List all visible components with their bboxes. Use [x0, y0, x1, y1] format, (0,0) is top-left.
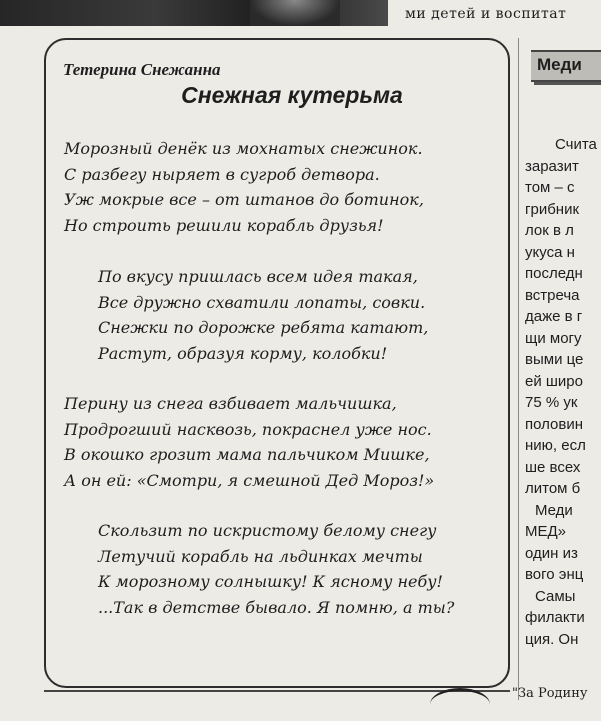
side-article-line: ше всех — [525, 458, 581, 476]
poem-line: С разбегу ныряет в сугроб детвора. — [64, 164, 380, 184]
poem-line: Летучий корабль на льдинках мечты — [98, 546, 423, 566]
side-article-line: ей широ — [525, 372, 583, 390]
side-article-line: встреча — [525, 286, 580, 304]
stanza-4 — [98, 518, 454, 620]
column-divider — [518, 38, 519, 700]
side-article-line: 75 % ук — [525, 394, 578, 411]
poem-line: Скользит по искристому белому снегу — [98, 521, 437, 540]
poem-title: Снежная кутерьма — [181, 82, 403, 108]
side-article-line: один из — [525, 544, 578, 562]
poem-line: Снежки по дорожке ребята катают, — [98, 318, 429, 337]
poem-line: А он ей: «Смотри, я смешной Дед Мороз!» — [64, 470, 435, 490]
side-article-line: даже в г — [525, 308, 583, 325]
stanza-1 — [64, 136, 424, 238]
side-article-line: литом б — [525, 480, 581, 497]
poem-author: Тетерина Снежанна — [63, 60, 221, 79]
stanza-3 — [64, 391, 434, 493]
poem-line: Но строить решили корабль друзья! — [64, 215, 384, 235]
prev-article-text: ми детей и воспитат — [405, 6, 567, 22]
poem-line: По вкусу пришлась всем идея такая, — [98, 267, 418, 286]
side-article-line: филакти — [525, 609, 585, 626]
side-article-line: лок в л — [525, 222, 574, 239]
side-article-line: вого энц — [525, 566, 584, 583]
photo-strip — [0, 0, 388, 26]
side-article-line: ция. Он — [525, 630, 579, 648]
side-article-line: половин — [525, 415, 584, 433]
side-article-line: Счита — [555, 136, 597, 153]
side-article-line: Самы — [535, 587, 576, 605]
side-article-line: нию, есл — [525, 437, 586, 454]
side-article-heading-text: Меди — [537, 55, 582, 74]
poem-line: В окошко грозит мама пальчиком Мишке, — [64, 445, 430, 464]
poem-line: Все дружно схватили лопаты, совки. — [98, 292, 426, 312]
side-article-line: Меди — [535, 501, 573, 519]
bottom-arc-ornament — [430, 688, 490, 721]
side-article-heading — [531, 50, 601, 82]
stanza-2 — [98, 264, 428, 366]
side-article-line: укуса н — [525, 243, 575, 261]
side-article-line: грибник — [525, 200, 580, 218]
poem-box — [44, 38, 510, 688]
poem-line: Уж мокрые все – от штанов до ботинок, — [64, 190, 424, 209]
side-article-line: заразит — [525, 157, 579, 175]
next-article-text: "За Родину — [512, 686, 588, 701]
poem-line: ...Так в детстве бывало. Я помню, а ты? — [98, 597, 455, 617]
poem-line: Растут, образуя корму, колобки! — [98, 343, 388, 363]
side-article-body — [525, 134, 597, 650]
poem-line: К морозному солнышку! К ясному небу! — [98, 572, 443, 591]
side-article — [525, 42, 601, 700]
side-article-line: выми це — [525, 351, 584, 368]
poem-line: Морозный денёк из мохнатых снежинок. — [64, 139, 423, 158]
side-article-line: щи могу — [525, 329, 582, 347]
side-article-line: том – с — [525, 179, 575, 196]
side-article-line: последн — [525, 265, 583, 282]
poem-line: Продрогший насквозь, покраснел уже нос. — [64, 419, 432, 439]
poem-line: Перину из снега взбивает мальчишка, — [64, 394, 397, 413]
side-article-line: МЕД» — [525, 523, 567, 540]
